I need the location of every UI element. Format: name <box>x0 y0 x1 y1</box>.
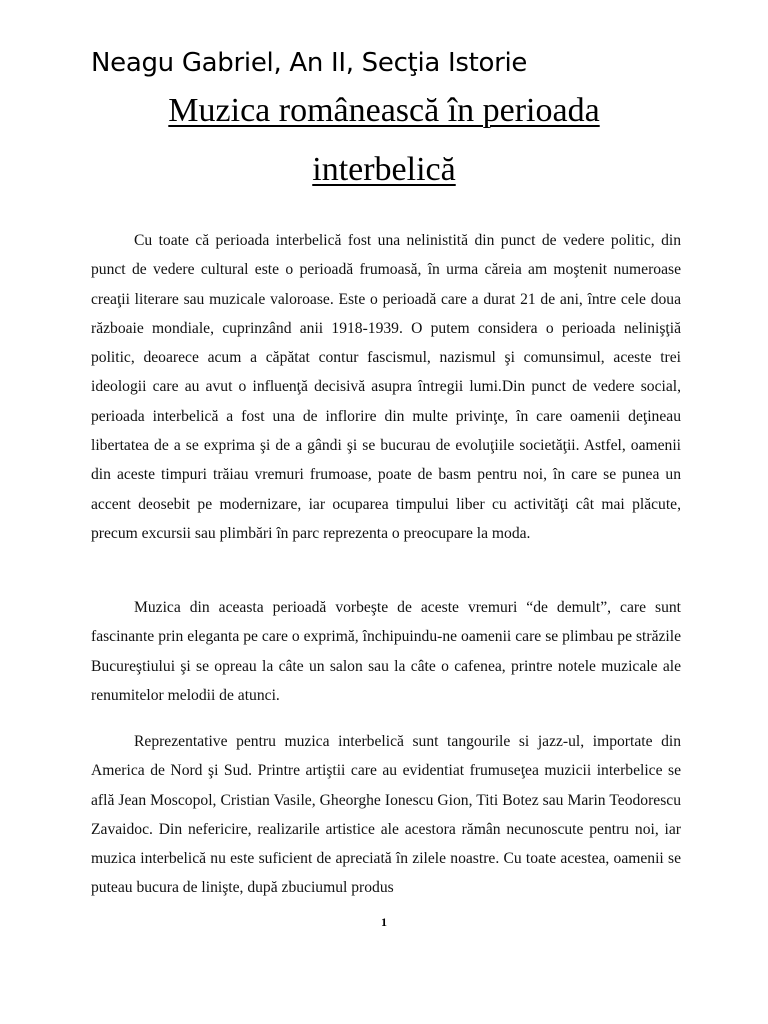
title-line-2: interbelică <box>312 151 456 188</box>
author-line: Neagu Gabriel, An II, Secţia Istorie <box>91 48 528 78</box>
title-line-1: Muzica românească în perioada <box>168 92 600 129</box>
page-number: 1 <box>381 915 387 929</box>
paragraph-3: Reprezentative pentru muzica interbelică sunt tangourile si jazz-ul, importate din America de Nord şi Sud. Printre artiştii care au evidentiat frumuseţea muzicii interbelice se află Jean Moscopol, Cristian Vasile, Gheorghe Ionescu Gion, Titi Botez sau Marin Teodorescu Zavaidoc. Din nefericire, realizarile artistice ale acestora rămân necunoscute pentru noi, iar muzica interbelică nu este suficient de apreciată în zilele noastre. Cu toate acestea, oamenii se puteau bucura de linişte, după zbuciumul produs <box>91 733 681 897</box>
paragraph-2: Muzica din aceasta perioadă vorbeşte de aceste vremuri “de demult”, care sunt fascinante prin eleganta pe care o exprimă, închipuindu-ne oamenii care se plimbau pe străzile Bucureştiului şi se opreau la câte un salon sau la câte o cafenea, printre notele muzicale ale renumitelor melodii de atunci. <box>91 599 681 704</box>
paragraph-1: Cu toate că perioada interbelică fost una nelinistită din punct de vedere politic, din punct de vedere cultural este o perioadă frumoasă, în urma căreia am moştenit numeroase creaţii literare sau muzicale valoroase. Este o perioadă care a durat 21 de ani, între cele doua războaie mondiale, cuprinzând anii 1918-1939. O putem considera o perioada nelinişţiă politic, deoarece acum a căpătat contur fascismul, nazismul şi comunsimul, aceste trei ideologii care au avut o influenţă decisivă asupra întregii lumi.Din punct de vedere social, perioada interbelică a fost una de inflorire din multe privinţe, în care oamenii deţineau libertatea de a se exprima şi de a gândi şi se bucurau de evoluţiile societăţii. Astfel, oamenii din aceste timpuri trăiau vremuri frumoase, poate de basm pentru noi, în care se punea un accent deosebit pe modernizare, iar ocuparea timpului liber cu activităţi cât mai plăcute, precum excursii sau plimbări în parc reprezenta o preocupare la moda. <box>91 232 681 542</box>
